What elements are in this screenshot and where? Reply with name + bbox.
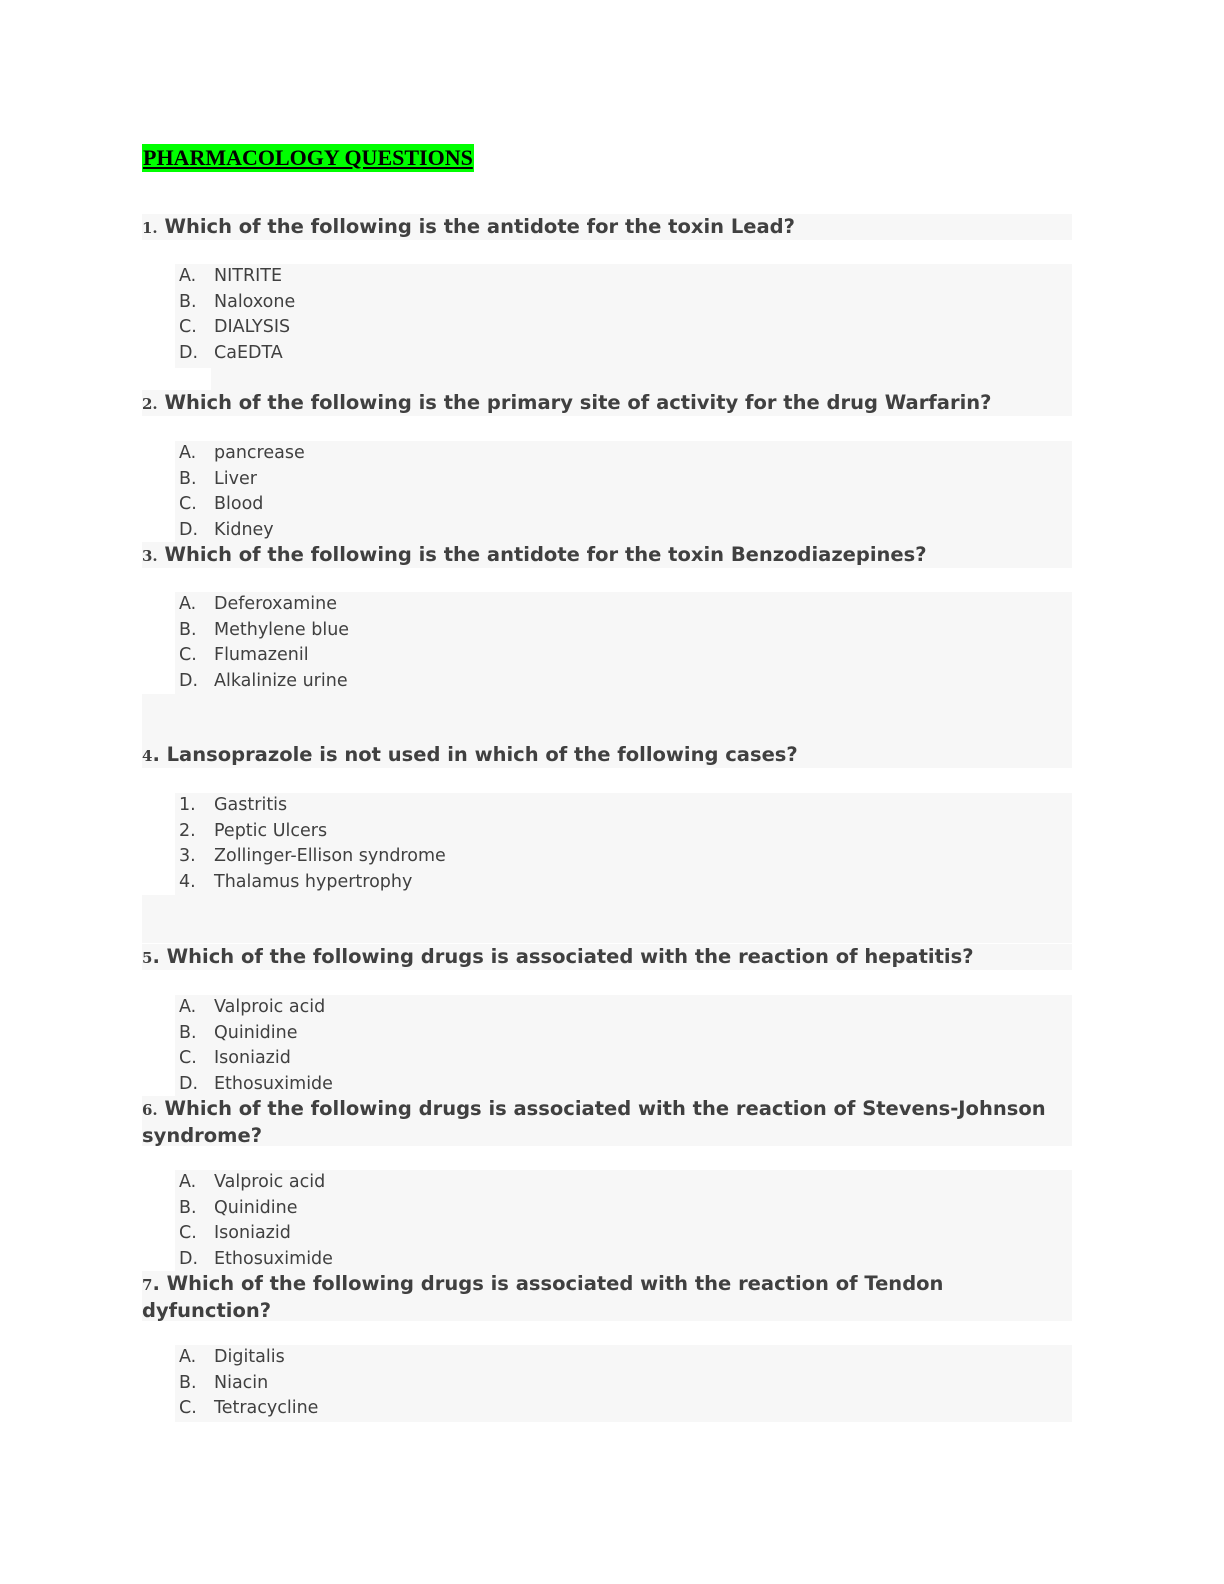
option-letter: C.: [179, 317, 197, 337]
option-text: CaEDTA: [214, 342, 283, 363]
question-5: [142, 944, 1072, 970]
option-text: Liver: [214, 468, 257, 489]
option-text: NITRITE: [214, 266, 283, 286]
option-letter: D.: [179, 1073, 199, 1094]
option-text: Thalamus hypertrophy: [214, 871, 413, 892]
question-7: [142, 1271, 1072, 1321]
question-number: 4: [142, 747, 153, 765]
options-4: [175, 793, 1072, 897]
option-letter: B.: [179, 1197, 197, 1218]
option-text: Alkalinize urine: [214, 670, 348, 691]
option-text: DIALYSIS: [214, 317, 291, 337]
option-text: Naloxone: [214, 291, 296, 312]
options-3: [175, 592, 1072, 696]
option-text: Quinidine: [214, 1197, 298, 1218]
option: [175, 341, 1072, 367]
options-5: [175, 995, 1072, 1097]
option-text: pancrease: [214, 443, 305, 463]
option-letter: D.: [179, 1248, 199, 1269]
option-text: Tetracycline: [214, 1398, 319, 1418]
option-text: Gastritis: [214, 795, 288, 815]
question-number: 7: [142, 1276, 153, 1294]
option-text: Niacin: [214, 1372, 269, 1393]
option: [175, 618, 1072, 644]
question-text: . Which of the following drugs is associated with the reaction of hepatitis?: [152, 945, 974, 968]
option-letter: D.: [179, 342, 199, 363]
question-3: [142, 542, 1072, 568]
shade-gap: [142, 895, 1072, 943]
option-text: Flumazenil: [214, 645, 309, 665]
option: [175, 441, 1072, 467]
option: [175, 1046, 1072, 1072]
question-2: [142, 390, 1072, 416]
question-number: 6.: [142, 1101, 158, 1119]
option: [175, 1072, 1072, 1098]
options-7: [175, 1345, 1072, 1422]
option: [175, 592, 1072, 618]
question-1: [142, 214, 1072, 240]
option-text: Ethosuximide: [214, 1073, 333, 1094]
option-letter: B.: [179, 1372, 197, 1393]
option-text: Ethosuximide: [214, 1248, 333, 1269]
question-text: Which of the following is the antidote for the toxin Lead?: [157, 215, 795, 238]
option-text: Valproic acid: [214, 997, 326, 1017]
option: [175, 819, 1072, 845]
option: [175, 1396, 1072, 1422]
option-letter: A.: [179, 443, 197, 463]
question-number: 2.: [142, 395, 158, 413]
options-6: [175, 1170, 1072, 1272]
option: [175, 995, 1072, 1021]
option-text: Quinidine: [214, 1022, 298, 1043]
question-text: . Lansoprazole is not used in which of the following cases?: [152, 743, 798, 766]
option-letter: A.: [179, 1347, 197, 1367]
options-2: [175, 441, 1072, 545]
option-text: Isoniazid: [214, 1048, 291, 1068]
question-text: . Which of the following drugs is associated with the reaction of Tendon dyfunction?: [142, 1272, 944, 1322]
option: [175, 844, 1072, 870]
option: [175, 1221, 1072, 1247]
question-number: 1.: [142, 219, 158, 237]
option-letter: 2.: [179, 820, 196, 841]
option: [175, 643, 1072, 669]
option-letter: 1.: [179, 795, 196, 815]
option: [175, 669, 1072, 695]
option: [175, 264, 1072, 290]
question-text: Which of the following is the primary site of activity for the drug Warfarin?: [157, 391, 992, 414]
option-text: Digitalis: [214, 1347, 285, 1367]
option-letter: A.: [179, 997, 197, 1017]
option-letter: C.: [179, 1223, 197, 1243]
option-text: Zollinger-Ellison syndrome: [214, 846, 446, 866]
option-text: Isoniazid: [214, 1223, 291, 1243]
option-text: Kidney: [214, 519, 274, 540]
options-1: [175, 264, 1072, 368]
option-letter: B.: [179, 619, 197, 640]
option: [175, 518, 1072, 544]
option-letter: D.: [179, 670, 199, 691]
option-letter: B.: [179, 468, 197, 489]
option: [175, 467, 1072, 493]
option-letter: B.: [179, 1022, 197, 1043]
question-text: Which of the following drugs is associated with the reaction of Stevens-Johnson syndrome?: [142, 1097, 1046, 1147]
option-letter: A.: [179, 594, 197, 614]
option: [175, 1345, 1072, 1371]
question-number: 3.: [142, 547, 158, 565]
option-text: Blood: [214, 494, 264, 514]
shade-gap: [211, 366, 1072, 390]
option: [175, 870, 1072, 896]
option-letter: 3.: [179, 846, 196, 866]
option-text: Deferoxamine: [214, 594, 337, 614]
option-letter: C.: [179, 494, 197, 514]
option-letter: A.: [179, 266, 197, 286]
option: [175, 1196, 1072, 1222]
option: [175, 1371, 1072, 1397]
option-text: Peptic Ulcers: [214, 820, 328, 841]
option: [175, 793, 1072, 819]
option-letter: C.: [179, 645, 197, 665]
question-text: Which of the following is the antidote for the toxin Benzodiazepines?: [157, 543, 927, 566]
option-letter: D.: [179, 519, 199, 540]
question-6: [142, 1096, 1072, 1146]
question-4: [142, 742, 1072, 768]
option-letter: A.: [179, 1172, 197, 1192]
option: [175, 1247, 1072, 1273]
page-title: PHARMACOLOGY QUESTIONS: [143, 145, 473, 170]
option-text: Methylene blue: [214, 619, 350, 640]
option: [175, 290, 1072, 316]
option: [175, 492, 1072, 518]
option-letter: C.: [179, 1398, 197, 1418]
option-text: Valproic acid: [214, 1172, 326, 1192]
shade-gap: [142, 694, 1072, 742]
option-letter: B.: [179, 291, 197, 312]
option-letter: 4.: [179, 871, 196, 892]
option: [175, 315, 1072, 341]
question-number: 5: [142, 949, 153, 967]
option: [175, 1021, 1072, 1047]
option-letter: C.: [179, 1048, 197, 1068]
option: [175, 1170, 1072, 1196]
